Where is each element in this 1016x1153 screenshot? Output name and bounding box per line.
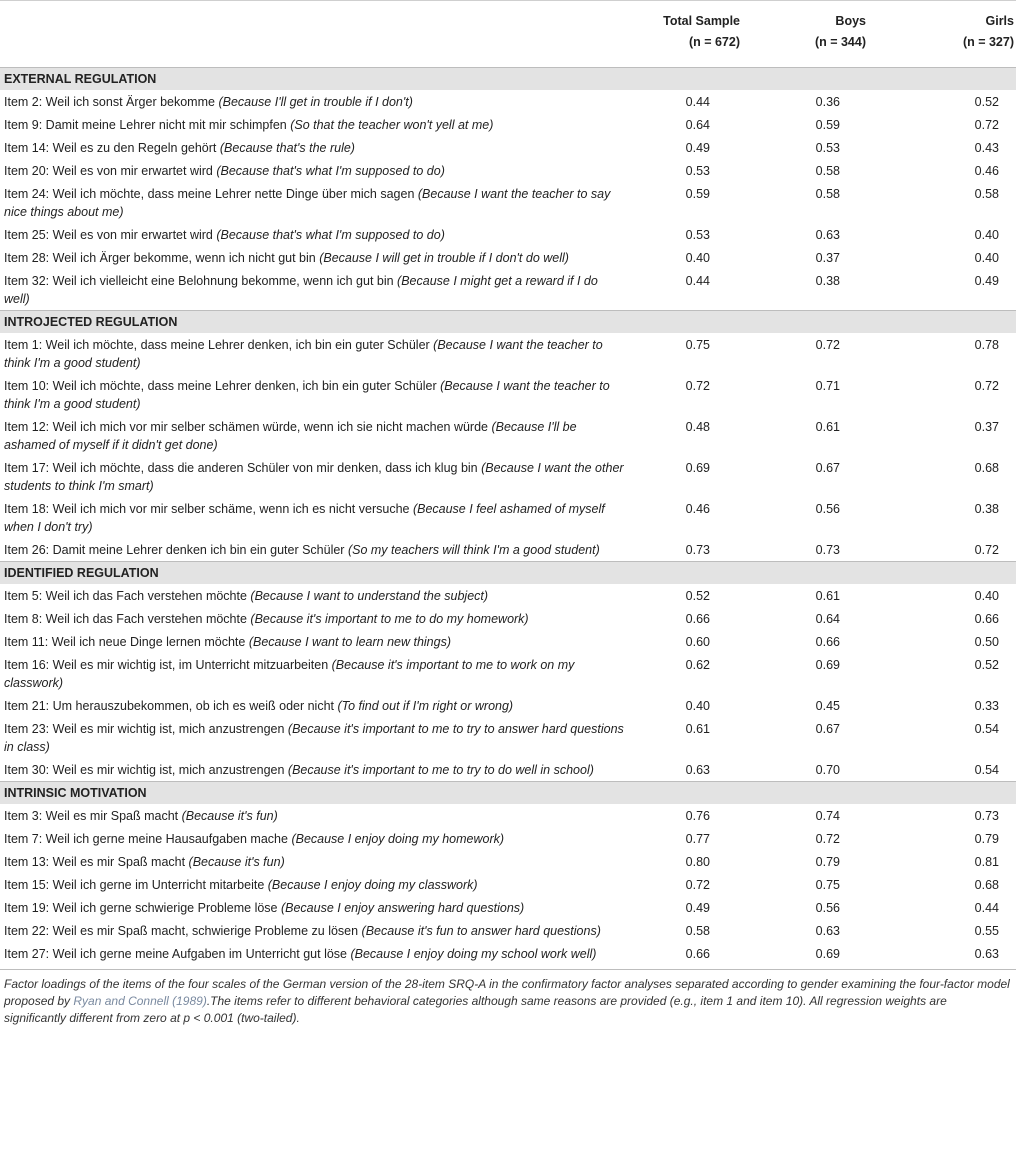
table-row	[0, 113, 1016, 136]
table-row	[0, 896, 1016, 919]
total-sample-value: 0.60	[685, 635, 710, 649]
header-girls	[910, 1, 1016, 68]
item-text-cell	[0, 607, 630, 630]
item-english-translation: (Because that's what I'm supposed to do)	[216, 228, 445, 242]
table-row	[0, 827, 1016, 850]
item-text-cell	[0, 694, 630, 717]
item-english-translation: (Because it's important to me to work on my classwork)	[4, 658, 575, 690]
item-english-translation: (Because I want the teacher to think I'm a good student)	[4, 379, 610, 411]
item-text-cell	[0, 804, 630, 827]
item-text-cell	[0, 90, 630, 113]
girls-value: 0.68	[974, 461, 999, 475]
boys-value: 0.56	[815, 901, 840, 915]
header-total-title: Total Sample	[663, 14, 740, 28]
girls-value: 0.40	[974, 589, 999, 603]
item-text-cell	[0, 374, 630, 415]
boys-value: 0.58	[815, 187, 840, 201]
boys-value: 0.53	[815, 141, 840, 155]
total-sample-value: 0.63	[685, 763, 710, 777]
item-german-text: Item 19: Weil ich gerne schwierige Probleme löse	[4, 901, 281, 915]
table-row	[0, 333, 1016, 374]
item-english-translation: (Because I'll get in trouble if I don't)	[218, 95, 413, 109]
item-german-text: Item 30: Weil es mir wichtig ist, mich anzustrengen	[4, 763, 288, 777]
table-row	[0, 694, 1016, 717]
girls-value: 0.44	[974, 901, 999, 915]
girls-value: 0.46	[974, 164, 999, 178]
table-row	[0, 919, 1016, 942]
footnote-text-2: .The items refer to different behavioral categories although same reasons are provided (e.g., item 1 and item 10). All regression weights are significantly different from zero at p < 0.001 (two-tailed).	[4, 994, 947, 1025]
boys-value: 0.64	[815, 612, 840, 626]
table-row	[0, 374, 1016, 415]
boys-value: 0.75	[815, 878, 840, 892]
table-row	[0, 630, 1016, 653]
total-sample-value: 0.52	[685, 589, 710, 603]
girls-value: 0.81	[974, 855, 999, 869]
boys-value: 0.61	[815, 420, 840, 434]
footnote-citation-link[interactable]: Ryan and Connell (1989)	[73, 994, 207, 1008]
girls-value: 0.63	[974, 947, 999, 961]
item-english-translation: (Because I want to understand the subject)	[250, 589, 489, 603]
total-sample-value: 0.62	[685, 658, 710, 672]
item-english-translation: (Because I enjoy doing my school work well)	[350, 947, 597, 961]
table-row	[0, 90, 1016, 113]
total-sample-value: 0.53	[685, 164, 710, 178]
girls-value: 0.58	[974, 187, 999, 201]
girls-value: 0.72	[974, 379, 999, 393]
total-sample-value: 0.80	[685, 855, 710, 869]
item-german-text: Item 23: Weil es mir wichtig ist, mich anzustrengen	[4, 722, 288, 736]
table-row	[0, 873, 1016, 896]
item-german-text: Item 18: Weil ich mich vor mir selber schäme, wenn ich es nicht versuche	[4, 502, 413, 516]
girls-value: 0.52	[974, 658, 999, 672]
item-english-translation: (Because I want the teacher to say nice things about me)	[4, 187, 611, 219]
boys-value: 0.56	[815, 502, 840, 516]
item-german-text: Item 15: Weil ich gerne im Unterricht mitarbeite	[4, 878, 268, 892]
item-german-text: Item 22: Weil es mir Spaß macht, schwierige Probleme zu lösen	[4, 924, 362, 938]
girls-value: 0.49	[974, 274, 999, 288]
table-header	[0, 1, 1016, 68]
item-english-translation: (Because I enjoy doing my classwork)	[267, 878, 478, 892]
boys-value: 0.67	[815, 461, 840, 475]
item-english-translation: (Because I enjoy answering hard questions)	[280, 901, 525, 915]
item-german-text: Item 7: Weil ich gerne meine Hausaufgaben mache	[4, 832, 292, 846]
item-german-text: Item 10: Weil ich möchte, dass meine Lehrer denken, ich bin ein guter Schüler	[4, 379, 441, 393]
item-text-cell	[0, 223, 630, 246]
total-sample-value: 0.72	[685, 878, 710, 892]
item-english-translation: (Because I might get a reward if I do well)	[4, 274, 598, 306]
item-german-text: Item 3: Weil es mir Spaß macht	[4, 809, 182, 823]
boys-value: 0.66	[815, 635, 840, 649]
item-text-cell	[0, 584, 630, 607]
section-title: IDENTIFIED REGULATION	[0, 562, 1016, 585]
item-german-text: Item 21: Um herauszubekommen, ob ich es weiß oder nicht	[4, 699, 338, 713]
table-row	[0, 159, 1016, 182]
boys-value: 0.38	[815, 274, 840, 288]
total-sample-value: 0.53	[685, 228, 710, 242]
boys-value: 0.72	[815, 338, 840, 352]
item-english-translation: (Because I enjoy doing my homework)	[291, 832, 505, 846]
girls-value: 0.43	[974, 141, 999, 155]
girls-value: 0.78	[974, 338, 999, 352]
girls-value: 0.38	[974, 502, 999, 516]
girls-value: 0.66	[974, 612, 999, 626]
total-sample-value: 0.49	[685, 141, 710, 155]
item-english-translation: (Because it's fun)	[181, 809, 278, 823]
total-sample-value: 0.46	[685, 502, 710, 516]
header-total-n: (n = 672)	[688, 35, 740, 49]
boys-value: 0.45	[815, 699, 840, 713]
girls-value: 0.55	[974, 924, 999, 938]
total-sample-value: 0.61	[685, 722, 710, 736]
item-english-translation: (Because I feel ashamed of myself when I don't try)	[4, 502, 605, 534]
girls-value: 0.54	[974, 722, 999, 736]
table-row	[0, 607, 1016, 630]
item-text-cell	[0, 415, 630, 456]
footnote-text-1: Factor loadings of the items of the four scales of the German version of the 28-item SRQ-A in the confirmatory factor analyses separated according to gender examining the four-factor model proposed by	[4, 977, 1010, 1008]
item-german-text: Item 5: Weil ich das Fach verstehen möchte	[4, 589, 251, 603]
table-row	[0, 942, 1016, 965]
item-text-cell	[0, 850, 630, 873]
item-german-text: Item 9: Damit meine Lehrer nicht mit mir schimpfen	[4, 118, 291, 132]
girls-value: 0.52	[974, 95, 999, 109]
item-text-cell	[0, 246, 630, 269]
item-english-translation: (Because it's important to me to try to answer hard questions in class)	[4, 722, 624, 754]
girls-value: 0.50	[974, 635, 999, 649]
boys-value: 0.70	[815, 763, 840, 777]
table-row	[0, 246, 1016, 269]
item-german-text: Item 8: Weil ich das Fach verstehen möchte	[4, 612, 251, 626]
item-english-translation: (Because it's important to me to try to do well in school)	[287, 763, 594, 777]
item-english-translation: (Because that's what I'm supposed to do)	[216, 164, 445, 178]
item-text-cell	[0, 717, 630, 758]
item-english-translation: (Because I want to learn new things)	[248, 635, 452, 649]
total-sample-value: 0.66	[685, 612, 710, 626]
table-row	[0, 653, 1016, 694]
item-text-cell	[0, 630, 630, 653]
table-row	[0, 269, 1016, 311]
item-text-cell	[0, 873, 630, 896]
table-row	[0, 223, 1016, 246]
boys-value: 0.71	[815, 379, 840, 393]
table-row	[0, 804, 1016, 827]
item-german-text: Item 20: Weil es von mir erwartet wird	[4, 164, 217, 178]
item-english-translation: (Because it's fun to answer hard questions)	[361, 924, 601, 938]
item-english-translation: (So my teachers will think I'm a good student)	[347, 543, 600, 557]
girls-value: 0.54	[974, 763, 999, 777]
table-row	[0, 584, 1016, 607]
boys-value: 0.61	[815, 589, 840, 603]
girls-value: 0.72	[974, 118, 999, 132]
table-row	[0, 182, 1016, 223]
item-german-text: Item 28: Weil ich Ärger bekomme, wenn ich nicht gut bin	[4, 251, 320, 265]
section-header-row	[0, 311, 1016, 334]
boys-value: 0.36	[815, 95, 840, 109]
boys-value: 0.73	[815, 543, 840, 557]
table-body	[0, 68, 1016, 966]
boys-value: 0.69	[815, 947, 840, 961]
section-header-row	[0, 782, 1016, 805]
item-text-cell	[0, 942, 630, 965]
item-text-cell	[0, 497, 630, 538]
item-german-text: Item 17: Weil ich möchte, dass die anderen Schüler von mir denken, dass ich klug bin	[4, 461, 482, 475]
total-sample-value: 0.58	[685, 924, 710, 938]
table-row	[0, 415, 1016, 456]
section-header-row	[0, 68, 1016, 91]
item-english-translation: (Because I want the teacher to think I'm a good student)	[4, 338, 603, 370]
item-text-cell	[0, 827, 630, 850]
item-german-text: Item 13: Weil es mir Spaß macht	[4, 855, 189, 869]
boys-value: 0.69	[815, 658, 840, 672]
total-sample-value: 0.48	[685, 420, 710, 434]
item-text-cell	[0, 456, 630, 497]
boys-value: 0.63	[815, 924, 840, 938]
girls-value: 0.68	[974, 878, 999, 892]
item-english-translation: (Because that's the rule)	[219, 141, 355, 155]
section-title: EXTERNAL REGULATION	[0, 68, 1016, 91]
item-english-translation: (Because I want the other students to think I'm smart)	[4, 461, 624, 493]
girls-value: 0.73	[974, 809, 999, 823]
total-sample-value: 0.44	[685, 95, 710, 109]
boys-value: 0.37	[815, 251, 840, 265]
boys-value: 0.58	[815, 164, 840, 178]
boys-value: 0.67	[815, 722, 840, 736]
table-row	[0, 717, 1016, 758]
item-german-text: Item 16: Weil es mir wichtig ist, im Unterricht mitzuarbeiten	[4, 658, 332, 672]
item-english-translation: (Because I'll be ashamed of myself if it didn't get done)	[4, 420, 577, 452]
table-row	[0, 497, 1016, 538]
item-german-text: Item 2: Weil ich sonst Ärger bekomme	[4, 95, 219, 109]
item-text-cell	[0, 113, 630, 136]
item-text-cell	[0, 919, 630, 942]
boys-value: 0.72	[815, 832, 840, 846]
girls-value: 0.79	[974, 832, 999, 846]
total-sample-value: 0.72	[685, 379, 710, 393]
item-text-cell	[0, 896, 630, 919]
section-title: INTROJECTED REGULATION	[0, 311, 1016, 334]
item-german-text: Item 24: Weil ich möchte, dass meine Lehrer nette Dinge über mich sagen	[4, 187, 418, 201]
total-sample-value: 0.44	[685, 274, 710, 288]
item-text-cell	[0, 653, 630, 694]
item-german-text: Item 25: Weil es von mir erwartet wird	[4, 228, 217, 242]
total-sample-value: 0.40	[685, 251, 710, 265]
item-text-cell	[0, 159, 630, 182]
item-text-cell	[0, 538, 630, 562]
item-text-cell	[0, 182, 630, 223]
item-german-text: Item 26: Damit meine Lehrer denken ich bin ein guter Schüler	[4, 543, 348, 557]
item-english-translation: (Because it's important to me to do my homework)	[250, 612, 529, 626]
section-header-row	[0, 562, 1016, 585]
item-english-translation: (To find out if I'm right or wrong)	[337, 699, 514, 713]
table-row	[0, 850, 1016, 873]
item-text-cell	[0, 758, 630, 782]
header-boys	[770, 1, 910, 68]
item-german-text: Item 27: Weil ich gerne meine Aufgaben im Unterricht gut löse	[4, 947, 351, 961]
table-row	[0, 538, 1016, 562]
total-sample-value: 0.66	[685, 947, 710, 961]
item-text-cell	[0, 136, 630, 159]
header-boys-n: (n = 344)	[814, 35, 866, 49]
header-boys-title: Boys	[835, 14, 866, 28]
section-title: INTRINSIC MOTIVATION	[0, 782, 1016, 805]
girls-value: 0.33	[974, 699, 999, 713]
total-sample-value: 0.75	[685, 338, 710, 352]
girls-value: 0.40	[974, 251, 999, 265]
girls-value: 0.37	[974, 420, 999, 434]
girls-value: 0.72	[974, 543, 999, 557]
total-sample-value: 0.64	[685, 118, 710, 132]
item-german-text: Item 32: Weil ich vielleicht eine Belohnung bekomme, wenn ich gut bin	[4, 274, 398, 288]
table-row	[0, 136, 1016, 159]
item-german-text: Item 12: Weil ich mich vor mir selber schämen würde, wenn ich sie nicht machen würde	[4, 420, 492, 434]
item-text-cell	[0, 333, 630, 374]
total-sample-value: 0.76	[685, 809, 710, 823]
header-girls-n: (n = 327)	[962, 35, 1014, 49]
header-girls-title: Girls	[985, 14, 1014, 28]
table-row	[0, 758, 1016, 782]
total-sample-value: 0.49	[685, 901, 710, 915]
boys-value: 0.79	[815, 855, 840, 869]
item-german-text: Item 1: Weil ich möchte, dass meine Lehrer denken, ich bin ein guter Schüler	[4, 338, 434, 352]
item-german-text: Item 14: Weil es zu den Regeln gehört	[4, 141, 220, 155]
boys-value: 0.63	[815, 228, 840, 242]
boys-value: 0.74	[815, 809, 840, 823]
table-footnote	[0, 969, 1016, 1027]
table-row	[0, 456, 1016, 497]
boys-value: 0.59	[815, 118, 840, 132]
total-sample-value: 0.59	[685, 187, 710, 201]
girls-value: 0.40	[974, 228, 999, 242]
total-sample-value: 0.77	[685, 832, 710, 846]
total-sample-value: 0.73	[685, 543, 710, 557]
header-item-column	[0, 1, 630, 68]
item-text-cell	[0, 269, 630, 311]
item-english-translation: (Because it's fun)	[188, 855, 285, 869]
item-english-translation: (Because I will get in trouble if I don't do well)	[319, 251, 569, 265]
header-total-sample	[630, 1, 770, 68]
total-sample-value: 0.40	[685, 699, 710, 713]
total-sample-value: 0.69	[685, 461, 710, 475]
item-german-text: Item 11: Weil ich neue Dinge lernen möchte	[4, 635, 249, 649]
item-english-translation: (So that the teacher won't yell at me)	[290, 118, 494, 132]
